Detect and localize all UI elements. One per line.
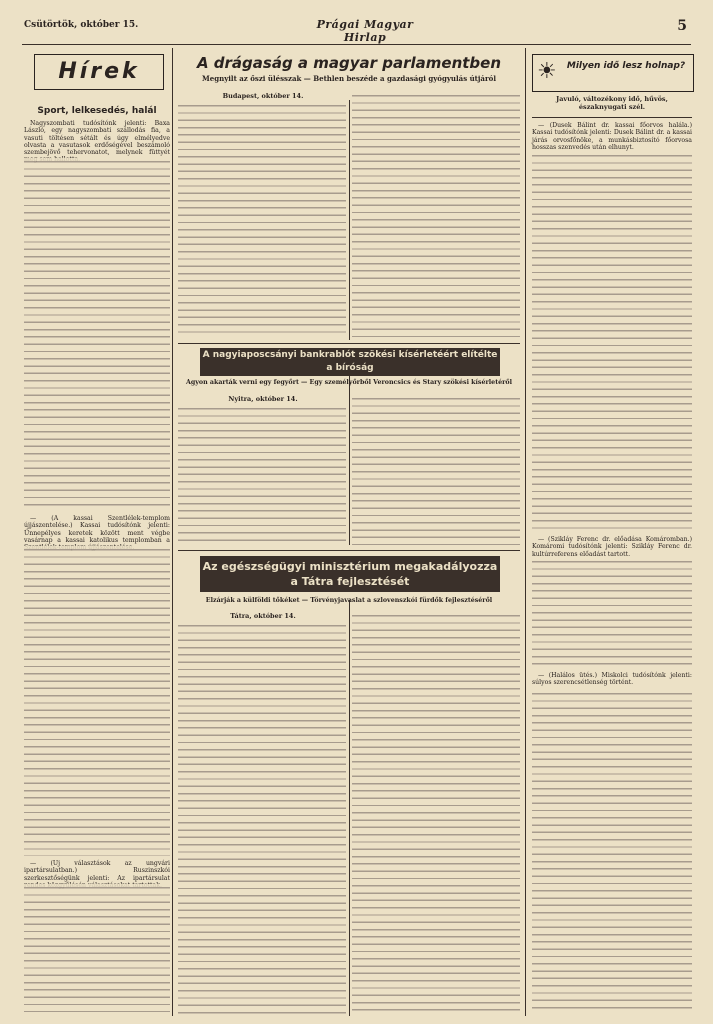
article-text-lines	[178, 102, 346, 337]
page-number: 5	[677, 18, 687, 34]
news-item-text: — (Halálos ütés.) Miskolci tudósítónk jelenti: súlyos szerencsétlenség történt.	[532, 672, 692, 687]
masthead: Prágai Magyar Hirlap	[316, 18, 414, 44]
article-text-lines	[178, 405, 346, 545]
section-logo	[34, 54, 164, 90]
news-text-lines	[532, 690, 692, 1014]
headline: A nagyiaposcsányi bankrablót szökési kísérletéért elítélte a bíróság	[202, 350, 498, 373]
article-text-lines	[352, 612, 520, 1014]
subheadline: Megnyilt az őszi ülésszak — Bethlen beszéde a gazdasági gyógyulás útjáról	[202, 74, 496, 83]
dateline: Nyitra, október 14.	[228, 395, 298, 403]
news-item-text: — (Uj választások az ungvári ipartársulatban.) Ruszinszkói szerkesztőségünk jelenti: Az ipartársulat	[24, 860, 170, 882]
sun-icon: ☀	[537, 59, 557, 84]
news-text-lines	[24, 546, 170, 856]
headline-banner	[200, 556, 500, 592]
dateline: Tátra, október 14.	[230, 612, 296, 620]
news-item-text: — (A kassai Szentlélek-templom újjászentelése.) Kassai tudósítónk jelenti: Ünnepélyes keretek között ment végbe vasárnap a kassai katolikus templomban a	[24, 515, 170, 544]
news-item	[532, 536, 692, 559]
article-text-lines	[178, 622, 346, 1014]
issue-date: Csütörtök, október 15.	[24, 20, 139, 30]
section-rule	[532, 117, 692, 118]
column-divider	[172, 48, 173, 1016]
column-divider	[349, 375, 350, 545]
weather-forecast: Javuló, változékony idő, hűvös, északnyugati szél.	[556, 95, 668, 111]
headline: A drágaság a magyar parlamentben	[196, 54, 502, 72]
news-text-lines	[532, 558, 692, 668]
section-title: Hírek	[58, 59, 140, 84]
dateline: Budapest, október 14.	[222, 92, 304, 100]
news-text-lines	[532, 152, 692, 532]
headline: Az egészségügyi minisztérium megakadályozza a Tátra fejlesztését	[202, 560, 498, 588]
header-rule	[22, 44, 691, 45]
weather-title: Milyen idő lesz holnap?	[566, 61, 686, 71]
subheadline: Elzárják a külföldi tőkéket — Törvényjavaslat a szlovenszkói fürdők fejlesztéséről	[205, 597, 493, 604]
subheadline: Agyon akarták verni egy fegyőrt — Egy személyőrből Veroncsics és Stary szökési kísérletéről	[185, 379, 513, 386]
column-divider	[525, 48, 526, 1016]
news-item-text: — (Szikláy Ferenc dr. előadása Komáromban.) Komáromi tudósítónk jelenti: Szikláy Ferenc dr. kultúrreferens előadást tartott.	[532, 536, 692, 558]
article-text-lines	[352, 395, 520, 545]
section-rule	[178, 343, 520, 344]
headline-banner	[200, 348, 500, 376]
section-rule	[178, 550, 520, 551]
column-divider	[349, 600, 350, 1016]
article-intro: Nagyszombati tudósítónk jelenti: Baxa László, egy nagyszombati szállodás fia, a vasuti töltésen sétált és úgy elmélyedve olvasta a vasutasok erdőségével beszámoló szembejövő tehervonatot, melynek füttyét	[24, 120, 170, 157]
news-item	[532, 672, 692, 688]
weather-logo	[532, 54, 694, 92]
article-text-lines	[24, 158, 170, 510]
article-title: Sport, lelkesedés, halál	[37, 106, 157, 116]
news-item-text: — (Dusek Bálint dr. kassai főorvos halála.) Kassai tudósítónk jelenti: Dusek Bálint dr. a kassai járás orvosfőnöke, a munkásbiztosító főorvosa hosszas szenvedés után elhunyt.	[532, 122, 692, 151]
news-text-lines	[24, 884, 170, 1012]
column-divider	[349, 100, 350, 340]
article-text-lines	[352, 92, 520, 337]
news-item	[532, 122, 692, 152]
